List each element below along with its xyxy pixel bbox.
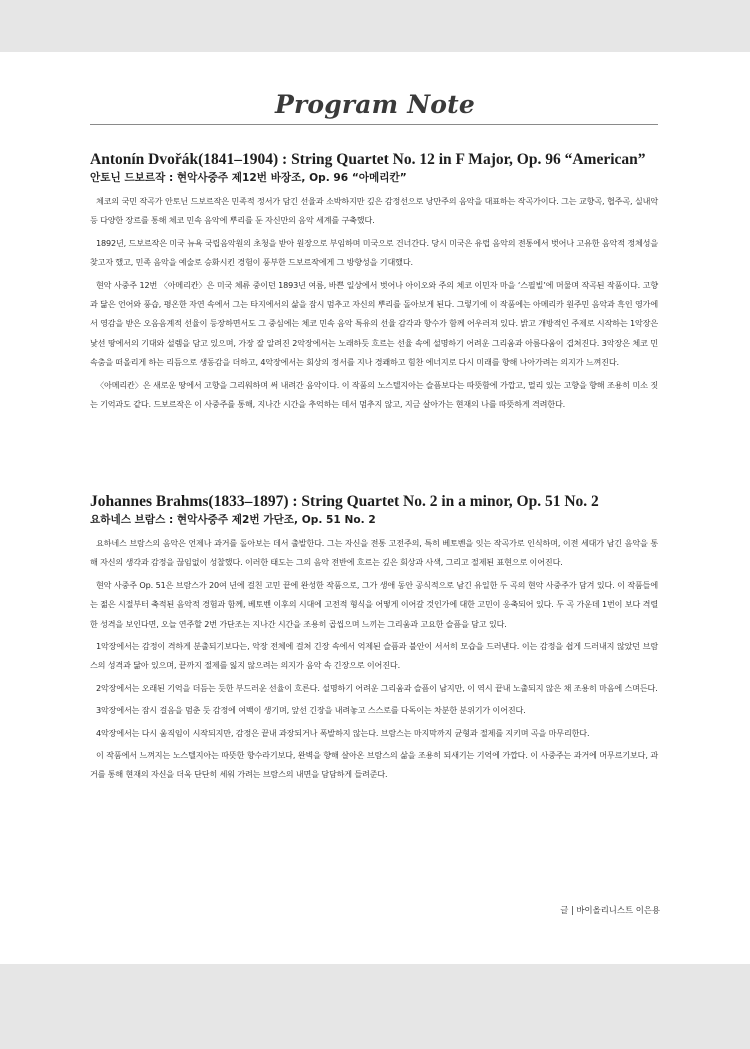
paragraph: 2악장에서는 오래된 기억을 더듬는 듯한 부드러운 선율이 흐른다. 설명하기 어려운 그리움과 슬픔이 남지만, 이 역시 끝내 노출되지 않은 채 조용히 마음에 스며든다. bbox=[96, 682, 658, 693]
section-subheading: 요하네스 브람스 : 현악사중주 제2번 가단조, Op. 51 No. 2 bbox=[90, 514, 376, 526]
paragraph: 현악 사중주 Op. 51은 브람스가 20여 년에 걸친 고민 끝에 완성한 작품으로, 그가 생애 동안 공식적으로 남긴 유일한 두 곡의 현악 사중주가 담겨 있다. 이 작품들에는 젊은 시절부터 축적된 음악적 경험과 함께, 베토벤 이후의 시대에 고전적 형식을 어떻게 이어갈 것인가에 대한 고민이 응축되어 있다. 두 곡 가운데 1번이 보다 격렬한 성격을 보인다면, 오늘 연주할 2번 가단조는 지나간 시간을 조용히 곱씹으며 느끼는 그리움과 고요한 슬픔을 담고 있다. bbox=[90, 579, 658, 629]
paragraph: 현악 사중주 12번 〈아메리칸〉은 미국 체류 중이던 1893년 여름, 바쁜 일상에서 벗어나 아이오와 주의 체코 이민자 마을 ‘스필빌’에 머물며 작곡된 작품이다. 고향과 닮은 언어와 풍습, 평온한 자연 속에서 그는 타지에서의 삶을 잠시 멈추고 자신의 뿌리를 돌아보게 된다. 그렇기에 이 작품에는 아메리카 원주민 음악과 흑인 영가에서 영감을 받은 오음음계적 선율이 등장하면서도 그 중심에는 체코 민속 음악 특유의 선율 감각과 향수가 함께 어우러져 있다. 밝고 개방적인 주제로 시작하는 1악장은 낯선 땅에서의 기대와 설렘을 담고 있으며, 가장 잘 알려진 2악장에서는 노래하듯 흐르는 선율 속에 설명하기 어려운 그리움과 아름다움이 겹쳐진다. 3악장은 체코 민속춤을 떠올리게 하는 리듬으로 생동감을 더하고, 4악장에서는 회상의 정서를 지나 경쾌하고 힘찬 에너지로 다시 미래를 향해 나아가려는 의지가 느껴진다. bbox=[90, 279, 658, 368]
section-heading: Johannes Brahms(1833–1897) : String Quartet No. 2 in a minor, Op. 51 No. 2 bbox=[90, 493, 599, 510]
paragraph: 〈아메리칸〉은 새로운 땅에서 고향을 그리워하며 써 내려간 음악이다. 이 작품의 노스텔지아는 슬픔보다는 따뜻함에 가깝고, 멀리 있는 고향을 향해 조용히 미소 짓는 기억과도 같다. 드보르작은 이 사중주를 통해, 지나간 시간을 추억하는 데서 멈추지 않고, 지금 살아가는 현재의 나를 따뜻하게 격려한다. bbox=[90, 379, 658, 410]
page-title: Program Note bbox=[274, 90, 476, 119]
paragraph: 체코의 국민 작곡가 안토닌 드보르작은 민족적 정서가 담긴 선율과 소박하지만 깊은 감정선으로 낭만주의 음악을 대표하는 작곡가이다. 그는 교향곡, 협주곡, 실내악 등 다양한 장르를 통해 체코 민속 음악에 뿌리를 둔 자신만의 음악 세계를 구축했다. bbox=[90, 196, 658, 226]
document-page bbox=[0, 52, 750, 964]
section-brahms bbox=[90, 492, 658, 788]
paragraph: 4악장에서는 다시 움직임이 시작되지만, 감정은 끝내 과장되거나 폭발하지 않는다. 브람스는 마지막까지 균형과 절제를 지키며 곡을 마무리한다. bbox=[96, 727, 590, 738]
author-credit: 글 | 바이올리니스트 이은용 bbox=[560, 905, 660, 915]
paragraph: 1892년, 드보르작은 미국 뉴욕 국립음악원의 초청을 받아 원장으로 부임하며 미국으로 건너간다. 당시 미국은 유럽 음악의 전통에서 벗어나 고유한 음악적 정체성을 찾고자 했고, 민족 음악을 예술로 승화시킨 경험이 풍부한 드보르작에게 그 방향성을 기대했다. bbox=[90, 237, 658, 268]
paragraph: 요하네스 브람스의 음악은 언제나 과거를 돌아보는 데서 출발한다. 그는 자신을 전통 고전주의, 특히 베토벤을 잇는 작곡가로 인식하며, 이전 세대가 남긴 음악을 통해 자신의 생각과 감정을 끊임없이 성찰했다. 이러한 태도는 그의 음악 전반에 흐르는 깊은 회상과 사색, 그리고 절제된 표현으로 이어진다. bbox=[90, 538, 658, 568]
section-subheading: 안토닌 드보르작 : 현악사중주 제12번 바장조, Op. 96 “아메리칸” bbox=[90, 172, 407, 184]
paragraph: 이 작품에서 느껴지는 노스텔지아는 따뜻한 향수라기보다, 완벽을 향해 살아온 브람스의 삶을 조용히 되새기는 기억에 가깝다. 이 사중주는 과거에 머무르기보다, 과거를 통해 현재의 자신을 더욱 단단히 세워 가려는 브람스의 내면을 담담하게 들려준다. bbox=[90, 750, 658, 780]
paragraph: 1악장에서는 감정이 격하게 분출되기보다는, 악장 전체에 걸쳐 긴장 속에서 억제된 슬픔과 불안이 서서히 모습을 드러낸다. 이는 감정을 쉽게 드러내지 않았던 브람스의 성격과 닮아 있으며, 끝까지 절제를 잃지 않으려는 의지가 음악 속 긴장으로 이어진다. bbox=[90, 641, 658, 671]
paragraph: 3악장에서는 잠시 걸음을 멈춘 듯 감정에 여백이 생기며, 앞선 긴장을 내려놓고 스스로를 다독이는 차분한 분위기가 이어진다. bbox=[96, 705, 526, 716]
title-divider bbox=[90, 124, 658, 125]
section-heading: Antonín Dvořák(1841–1904) : String Quartet No. 12 in F Major, Op. 96 “American” bbox=[90, 151, 646, 168]
section-dvorak bbox=[90, 150, 658, 417]
